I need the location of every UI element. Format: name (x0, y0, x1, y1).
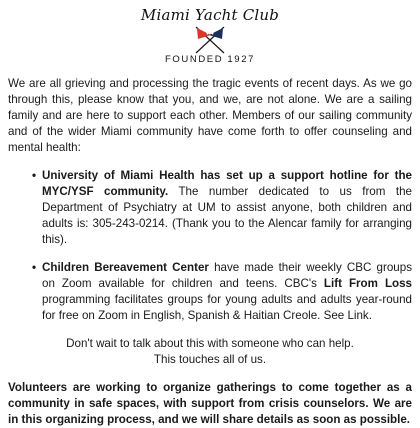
intro-paragraph: We are all grieving and processing the tragic events of recent days. As we go through this, please know that you, and we, are not alone. We are a sailing family and are here to support each other. Members of our sailing community and of the wider Miami community have come forth to offer counseling and mental health: (8, 77, 412, 154)
list-item-um-health (42, 168, 412, 248)
message-body (8, 76, 412, 428)
cbc-details-b: programming facilitates groups for young adults and adults year-round for free on Zoom in English, Spanish & Haitian Creole. See Link. (42, 293, 412, 322)
cbc-details-a: have made their weekly CBC groups on Zoom available for children and teens. CBC's (42, 261, 413, 290)
list-item-cbc (42, 260, 412, 324)
logo-wordmark: Miami Yacht Club (140, 6, 280, 24)
resources-list (8, 168, 412, 324)
club-logo (0, 6, 420, 66)
closing-paragraph: Volunteers are working to organize gatherings to come together as a community in safe spaces, with support from crisis counselors. We are in this organizing process, and we will share details as soon as possible. (8, 381, 412, 426)
lift-from-loss-link[interactable]: Lift From Loss (323, 277, 413, 290)
encouragement-line-1: Don't wait to talk about this with someone who can help. (66, 337, 354, 350)
encouragement-line-2: This touches all of us. (153, 353, 267, 366)
um-hotline-details: The number dedicated to us from the Department of Psychiatry at UM to assist anyone, both children and adults is: 305-243-0214. (Thank you to the Alencar family for arranging this). (42, 185, 412, 246)
crossed-burgee-flags-icon (182, 24, 238, 54)
encouragement-text (8, 336, 412, 368)
founded-label: FOUNDED 1927 (165, 54, 255, 65)
cbc-name: Children Bereavement Center (42, 261, 209, 274)
um-hotline-heading: University of Miami Health has set up a support hotline for the MYC/YSF community. (42, 169, 412, 198)
